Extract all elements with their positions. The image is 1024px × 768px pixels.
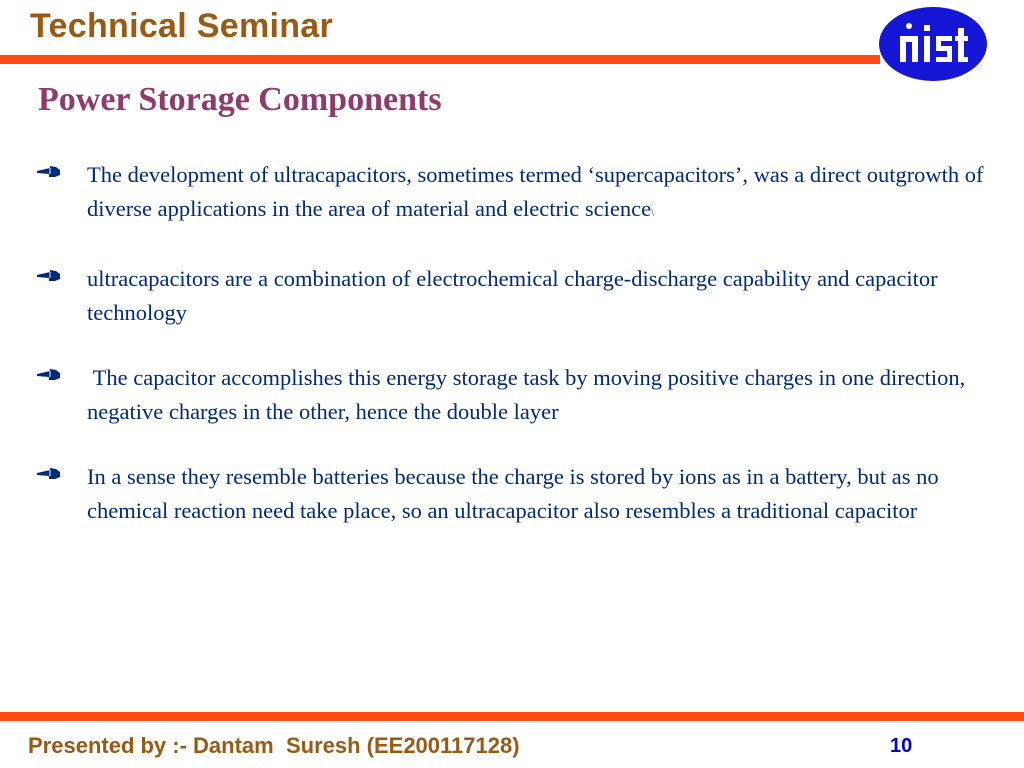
header-title: Technical Seminar (30, 7, 334, 45)
bullet-item (36, 262, 996, 330)
bullet-list (36, 158, 996, 559)
bullet-item (36, 158, 996, 231)
pointing-hand-icon (36, 367, 62, 383)
footer-divider (0, 712, 1024, 721)
header-divider (0, 55, 880, 64)
bullet-tail-mark: \ (651, 208, 654, 219)
nist-logo-icon (878, 6, 988, 82)
bullet-item (36, 460, 996, 528)
bullet-text: In a sense they resemble batteries because the charge is stored by ions as in a battery, but as no chemical reaction need take place, so an ultracapacitor also resembles a traditional capacitor (87, 464, 939, 523)
bullet-item (36, 361, 996, 429)
slide-heading: Power Storage Components (38, 81, 442, 118)
bullet-text: The development of ultracapacitors, sometimes termed ‘supercapacitors’, was a direct outgrowth of diverse applications in the area of material and electric science (87, 162, 984, 221)
pointing-hand-icon (36, 466, 62, 482)
bullet-text: The capacitor accomplishes this energy storage task by moving positive charges in one direction, negative charges in the other, hence the double layer (87, 365, 966, 424)
pointing-hand-icon (36, 164, 62, 180)
bullet-text: ultracapacitors are a combination of electrochemical charge-discharge capability and capacitor technology (87, 266, 938, 325)
page-number: 10 (890, 735, 913, 757)
pointing-hand-icon (36, 268, 62, 284)
footer-presenter: Presented by :- Dantam Suresh (EE200117128) (28, 733, 520, 758)
